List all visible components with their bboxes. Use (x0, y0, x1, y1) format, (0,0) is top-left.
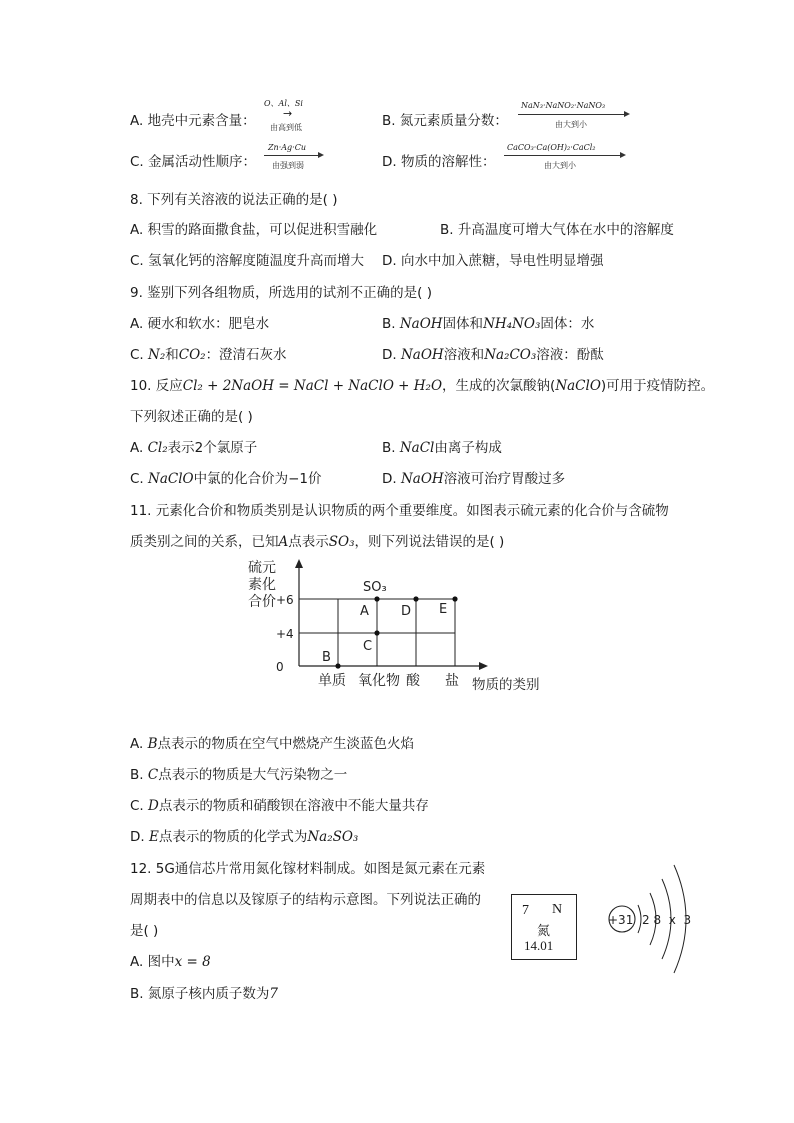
text: 和 (165, 347, 179, 363)
element-name: 氮 (537, 924, 551, 939)
y-axis-label-line3: 合价 (248, 594, 276, 610)
arrow-icon: → (283, 107, 293, 120)
so3-annotation: SO₃ (363, 580, 387, 595)
text: B. 氮原子核内质子数为 (130, 986, 270, 1002)
gallium-atom-diagram (600, 855, 700, 985)
valence-category-chart (240, 555, 560, 695)
value: 7 (269, 986, 278, 1002)
option-label: D. (382, 347, 401, 363)
q8-stem: 8. 下列有关溶液的说法正确的是( ) (130, 192, 338, 208)
text: 固体和 (442, 316, 484, 332)
q7-option-b-direction: 由大到小 (555, 120, 587, 129)
shell-arc-icon (638, 905, 641, 933)
arrowhead-icon (318, 152, 324, 158)
y-tick-label: 0 (276, 660, 284, 674)
atomic-mass: 14.01 (524, 938, 554, 953)
q7-option-c-direction: 由强到弱 (272, 161, 304, 170)
q7-option-b-order: NaN₃·NaNO₂·NaNO₃ (521, 101, 606, 110)
formula: NaOH (400, 347, 444, 363)
q7-option-c-order: Zn·Ag·Cu (268, 143, 306, 152)
x-category-label: 酸 (406, 673, 420, 689)
option-label: A. (130, 736, 148, 752)
text: 10. 反应 (130, 378, 183, 394)
point-label-c: C (363, 639, 373, 654)
equation: Cl₂ + 2NaOH = NaCl + NaClO + H₂O (182, 378, 443, 394)
point-d (413, 596, 418, 601)
q10-option-d (382, 467, 565, 487)
formula: NaOH (399, 316, 443, 332)
q11-option-b (130, 763, 347, 783)
formula: NH₄NO₃ (483, 316, 541, 332)
formula: Na₂CO₃ (484, 347, 537, 363)
point-label-a: A (360, 604, 369, 619)
q8-option-a: A. 积雪的路面撒食盐，可以促进积雪融化 (130, 222, 378, 238)
shell-electrons: 2 8 x 3 (642, 913, 692, 927)
arrow-line-icon (504, 155, 620, 156)
y-tick-label: +6 (276, 593, 294, 607)
formula: Cl₂ (147, 440, 168, 456)
text: 溶液和 (443, 347, 485, 363)
option-label: A. (130, 440, 148, 456)
q11-option-c (130, 794, 429, 814)
q7-option-d-direction: 由大到小 (544, 161, 576, 170)
point-label-b: B (322, 650, 331, 665)
option-label: C. (130, 471, 149, 487)
q7-option-b: B. 氮元素质量分数： (382, 113, 508, 129)
q9-option-d (382, 343, 604, 363)
nucleus-charge: +31 (608, 913, 634, 927)
q12-option-a (130, 950, 211, 970)
chart-ticks (276, 593, 294, 674)
q8-option-d: D. 向水中加入蔗糖，导电性明显增强 (382, 253, 604, 269)
q11-option-a (130, 732, 414, 752)
option-label: D. (382, 471, 401, 487)
q7-option-a-order: O、Al、Si (264, 99, 303, 108)
formula: NaClO (555, 378, 601, 394)
q10-stem-line1 (130, 374, 714, 394)
arrowhead-icon (620, 152, 626, 158)
q7-option-c: C. 金属活动性顺序： (130, 154, 257, 170)
formula: B (147, 736, 158, 752)
q12-stem-line1: 12. 5G通信芯片常用氮化镓材料制成。如图是氮元素在元素 (130, 861, 486, 877)
y-axis-label-line1: 硫元 (248, 560, 276, 576)
text: 固体：水 (540, 316, 595, 332)
element-symbol: N (552, 902, 563, 917)
q7-option-a-direction: 由高到低 (270, 123, 302, 132)
text: A. 图中 (130, 954, 175, 970)
text: 点表示的物质是大气污染物之一 (158, 767, 348, 783)
point-a (374, 596, 379, 601)
point-e (452, 596, 457, 601)
formula: CO₂ (178, 347, 206, 363)
option-label: B. (382, 440, 400, 456)
x-category-label: 盐 (445, 673, 459, 689)
q8-option-b: B. 升高温度可增大气体在水中的溶解度 (440, 222, 674, 238)
text: 由离子构成 (434, 440, 502, 456)
text: ，则下列说法错误的是( ) (354, 534, 505, 550)
point-label-e: E (439, 602, 448, 617)
option-label: B. (382, 316, 400, 332)
q8-option-c: C. 氢氧化钙的溶解度随温度升高而增大 (130, 253, 365, 269)
point-label-d: D (401, 604, 412, 619)
x-axis-label: 物质的类别 (472, 677, 540, 693)
text: )可用于疫情防控。 (600, 378, 715, 394)
formula: x = 8 (174, 954, 211, 970)
text: 点表示的物质在空气中燃烧产生淡蓝色火焰 (157, 736, 415, 752)
arrowhead-icon (624, 111, 630, 117)
formula: N₂ (148, 347, 166, 363)
option-label: D. (130, 829, 149, 845)
option-label: C. (130, 347, 149, 363)
x-axis-arrow-icon (479, 662, 488, 670)
option-label: B. (130, 767, 148, 783)
formula: NaClO (148, 471, 194, 487)
text: 溶液可治疗胃酸过多 (443, 471, 566, 487)
point-c (374, 630, 379, 635)
y-axis-label-line2: 素化 (248, 577, 276, 593)
q10-stem-line2: 下列叙述正确的是( ) (130, 409, 253, 425)
option-label: C. (130, 798, 149, 814)
q12-stem-line3: 是( ) (130, 923, 159, 939)
text: 点表示 (288, 534, 329, 550)
q9-stem: 9. 鉴别下列各组物质，所选用的试剂不正确的是( ) (130, 285, 432, 301)
formula: E (148, 829, 159, 845)
q11-option-d (130, 825, 358, 845)
text: 表示2个氯原子 (167, 440, 258, 456)
q10-option-a (130, 436, 257, 456)
text: 质类别之间的关系，已知 (130, 534, 279, 550)
q10-option-b (382, 436, 502, 456)
point-b (335, 663, 340, 668)
q12-stem-line2: 周期表中的信息以及镓原子的结构示意图。下列说法正确的 (130, 892, 481, 908)
x-category-label: 单质 (318, 673, 346, 689)
q7-option-a (130, 109, 256, 129)
q9-option-b (382, 312, 594, 332)
q11-stem-line1: 11. 元素化合价和物质类别是认识物质的两个重要维度。如图表示硫元素的化合价与含硫物 (130, 503, 669, 519)
q7-option-a-text: A. 地壳中元素含量： (130, 113, 256, 129)
formula: Na₂SO₃ (307, 829, 359, 845)
q7-option-d-order: CaCO₃·Ca(OH)₂·CaCl₂ (507, 143, 596, 152)
text: 中氯的化合价为−1价 (193, 471, 322, 487)
formula: A (278, 534, 289, 550)
formula: D (148, 798, 159, 814)
text: ：澄清石灰水 (205, 347, 287, 363)
text: 溶液：酚酞 (536, 347, 604, 363)
y-axis-arrow-icon (295, 559, 303, 568)
q11-stem-line2 (130, 530, 504, 550)
q9-option-c (130, 343, 287, 363)
arrow-line-icon (518, 114, 624, 115)
text: ，生成的次氯酸钠( (442, 378, 556, 394)
q12-option-b (130, 982, 278, 1002)
formula: NaCl (399, 440, 435, 456)
chart-categories (318, 672, 459, 689)
text: 点表示的物质和硝酸钡在溶液中不能大量共存 (158, 798, 429, 814)
element-tile (511, 894, 577, 960)
text: 点表示的物质的化学式为 (158, 829, 308, 845)
q7-option-d: D. 物质的溶解性： (382, 154, 496, 170)
formula: NaOH (400, 471, 444, 487)
q10-option-c (130, 467, 322, 487)
atomic-number: 7 (522, 903, 529, 918)
formula: SO₃ (328, 534, 355, 550)
q9-option-a: A. 硬水和软水：肥皂水 (130, 316, 270, 332)
arrow-line-icon (264, 155, 318, 156)
x-category-label: 氧化物 (358, 673, 400, 689)
y-tick-label: +4 (276, 627, 294, 641)
formula: C (147, 767, 159, 783)
